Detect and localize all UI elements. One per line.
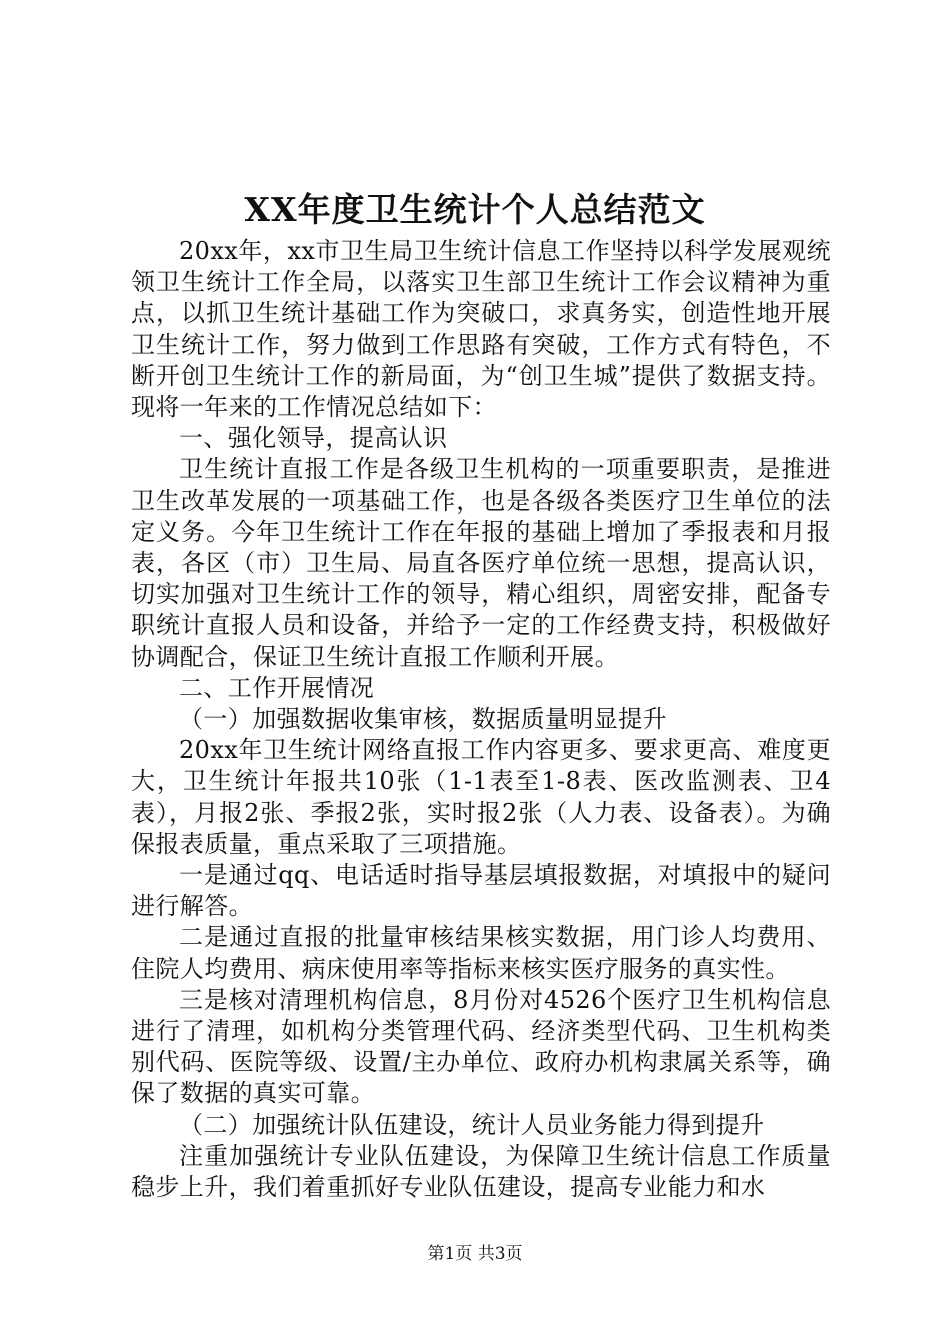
paragraph-2-1: 20xx年卫生统计网络直报工作内容更多、要求更高、难度更大，卫生统计年报共10张（1-1表至1-8表、医改监测表、卫4表），月报2张、季报2张，实时报2张（人力表、设备表）。为确保报表质量，重点采取了三项措施。 [131,736,831,858]
document-body [131,236,831,1203]
heading-section-2: 二、工作开展情况 [179,673,375,702]
paragraph-measure-1: 一是通过qq、电话适时指导基层填报数据，对填报中的疑问进行解答。 [131,861,831,921]
subheading-2-1: （一）加强数据收集审核，数据质量明显提升 [179,705,667,734]
paragraph-measure-3: 三是核对清理机构信息，8月份对4526个医疗卫生机构信息进行了清理，如机构分类管理代码、经济类型代码、卫生机构类别代码、医院等级、设置/主办单位、政府办机构隶属关系等，确保了数据的真实可靠。 [131,985,831,1108]
paragraph-measure-2: 二是通过直报的批量审核结果核实数据，用门诊人均费用、住院人均费用、病床使用率等指标来核实医疗服务的真实性。 [131,923,831,983]
document-title: XX年度卫生统计个人总结范文 [244,190,706,229]
page-footer: 第1页 共3页 [427,1244,523,1264]
paragraph-intro: 20xx年，xx市卫生局卫生统计信息工作坚持以科学发展观统领卫生统计工作全局，以落实卫生部卫生统计工作会议精神为重点，以抓卫生统计基础工作为突破口，求真务实，创造性地开展卫生统计工作，努力做到工作思路有突破，工作方式有特色，不断开创卫生统计工作的新局面，为“创卫生城”提供了数据支持。现将一年来的工作情况总结如下： [131,237,831,422]
paragraph-2-2: 注重加强统计专业队伍建设，为保障卫生统计信息工作质量稳步上升，我们着重抓好专业队伍建设，提高专业能力和水 [131,1141,831,1202]
subheading-2-2: （二）加强统计队伍建设，统计人员业务能力得到提升 [179,1110,765,1139]
heading-section-1: 一、强化领导，提高认识 [179,424,448,453]
paragraph-section-1: 卫生统计直报工作是各级卫生机构的一项重要职责，是推进卫生改革发展的一项基础工作，也是各级各类医疗卫生单位的法定义务。今年卫生统计工作在年报的基础上增加了季报表和月报表，各区（市）卫生局、局直各医疗单位统一思想，提高认识，切实加强对卫生统计工作的领导，精心组织，周密安排，配备专职统计直报人员和设备，并给予一定的工作经费支持，积极做好协调配合，保证卫生统计直报工作顺利开展。 [131,455,831,671]
